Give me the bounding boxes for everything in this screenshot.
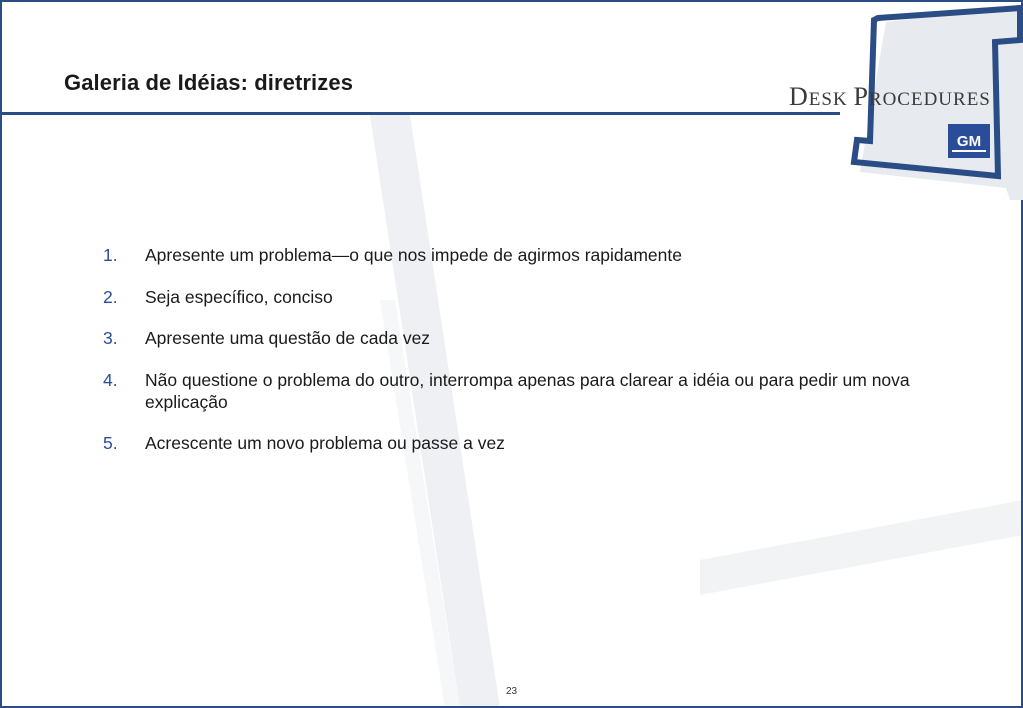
list-item-text: Apresente uma questão de cada vez <box>145 328 431 348</box>
page-number: 23 <box>505 686 518 697</box>
list-item-number: 3. <box>103 328 118 348</box>
slide-title: Galeria de Idéias: diretrizes <box>64 70 354 95</box>
list-item <box>103 327 943 349</box>
list-item <box>103 432 943 454</box>
desk-procedures-logo <box>770 0 1023 200</box>
logo-wordmark: DESK PROCEDURES <box>789 82 991 111</box>
title-underline <box>2 112 840 115</box>
guidelines-list <box>103 244 943 474</box>
list-item <box>103 244 943 266</box>
list-item-text: Apresente um problema—o que nos impede de agirmos rapidamente <box>145 245 682 265</box>
list-item-number: 5. <box>103 433 118 453</box>
list-item-number: 2. <box>103 286 118 307</box>
list-item-number: 4. <box>103 369 118 390</box>
list-item-text: Seja específico, conciso <box>145 286 333 307</box>
list-item-text: Acrescente um novo problema ou passe a vez <box>145 433 505 453</box>
list-item-number: 1. <box>103 245 118 265</box>
svg-text:GM: GM <box>956 133 982 150</box>
list-item <box>103 369 943 413</box>
list-item <box>103 286 943 308</box>
list-item-text: Não questione o problema do outro, interrompa apenas para clarear a idéia ou para pedir um nova explicação <box>145 369 910 412</box>
